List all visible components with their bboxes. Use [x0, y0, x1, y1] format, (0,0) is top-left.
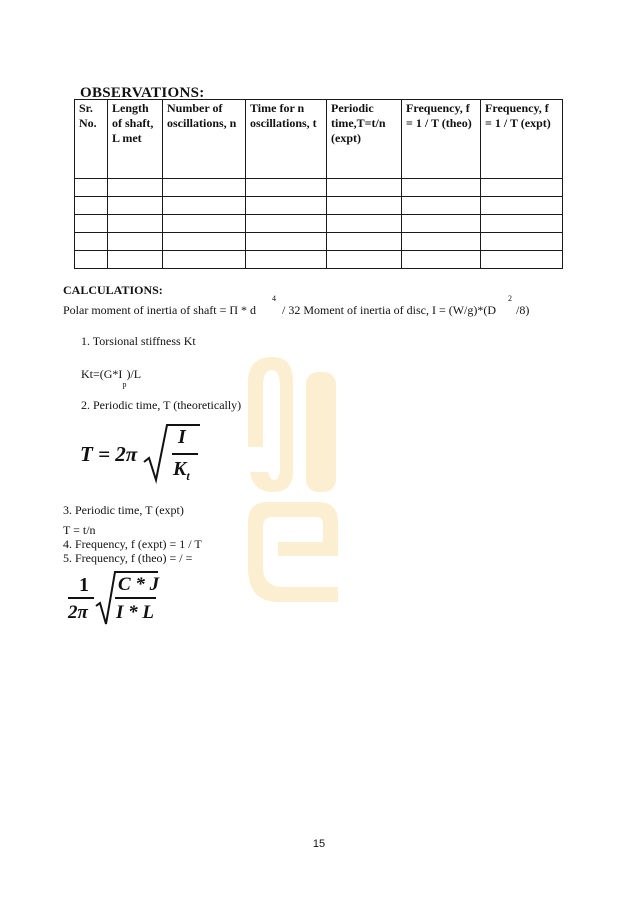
formula-f-den2: I * L [116, 602, 154, 623]
frequency-formula [66, 568, 176, 632]
sqrt-symbol [142, 422, 202, 486]
table-row [75, 251, 563, 269]
table-row [75, 215, 563, 233]
item-4: 4. Frequency, f (expt) = 1 / T [63, 537, 202, 551]
exponent-2: 2 [508, 294, 512, 303]
polar-moment-text: Polar moment of inertia of shaft = Π * d [63, 303, 257, 317]
t-equation: T = t/n [63, 523, 96, 537]
header-oscillations: Number of oscillations, n [163, 100, 246, 179]
polar-moment-line [63, 294, 583, 319]
table-row [75, 179, 563, 197]
calculations-title: CALCULATIONS: [63, 283, 163, 297]
kt-formula [81, 367, 142, 390]
formula-f-den1: 2π [68, 602, 88, 623]
periodic-time-formula [80, 420, 210, 490]
page-number: 15 [312, 838, 326, 850]
formula-t-den-k: K [173, 458, 187, 480]
disc-inertia-end: /8) [516, 303, 530, 317]
watermark-logo [238, 352, 348, 612]
header-frequency-theo: Frequency, f = 1 / T (theo) [402, 100, 481, 179]
header-sr-no: Sr. No. [75, 100, 108, 179]
table-header-row [75, 100, 563, 179]
kt-text-end: )/L [126, 367, 142, 381]
formula-f-num2: C * J [118, 574, 160, 595]
kt-text: Kt=(G*I [81, 367, 123, 381]
formula-f-num1: 1 [79, 574, 89, 596]
formula-t-denominator [173, 458, 190, 484]
item-2: 2. Periodic time, T (theoretically) [81, 398, 242, 412]
formula-t-numerator: I [178, 426, 186, 448]
header-periodic-time: Periodic time,T=t/n (expt) [327, 100, 402, 179]
item-1: 1. Torsional stiffness Kt [81, 334, 196, 348]
header-time: Time for n oscillations, t [246, 100, 327, 179]
formula-t-lhs: T = 2π [80, 442, 138, 466]
header-length: Length of shaft, L met [108, 100, 163, 179]
disc-inertia-text: / 32 Moment of inertia of disc, I = (W/g)*(D [282, 303, 497, 317]
exponent-4: 4 [272, 294, 276, 303]
table-row [75, 197, 563, 215]
item-5: 5. Frequency, f (theo) = / = [63, 551, 193, 565]
observations-table [74, 99, 563, 269]
formula-t-den-sub: t [186, 469, 190, 483]
table-row [75, 233, 563, 251]
item-3: 3. Periodic time, T (expt) [63, 503, 184, 517]
kt-subscript: p [122, 380, 127, 390]
observations-title: OBSERVATIONS: [80, 85, 205, 101]
header-frequency-expt: Frequency, f = 1 / T (expt) [481, 100, 563, 179]
